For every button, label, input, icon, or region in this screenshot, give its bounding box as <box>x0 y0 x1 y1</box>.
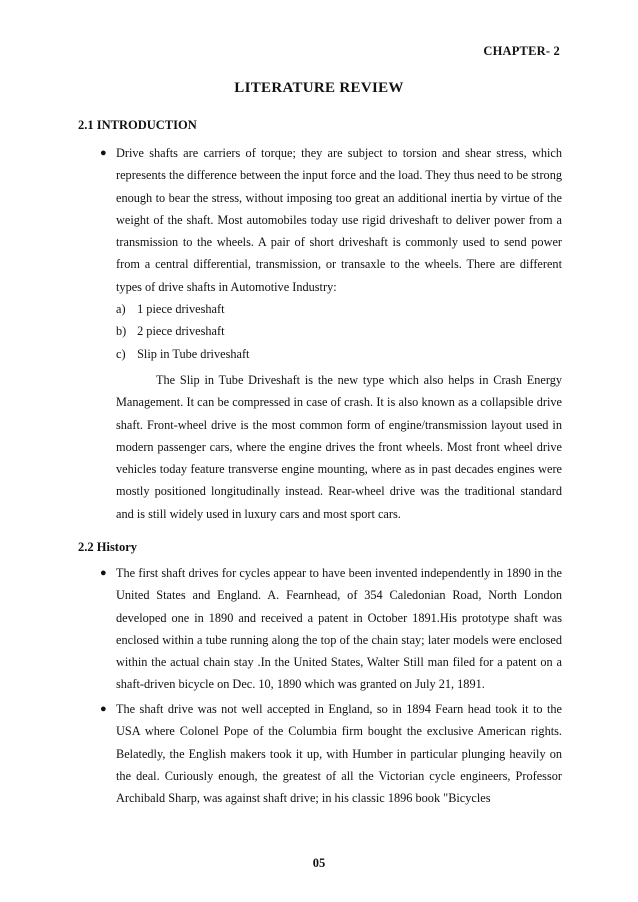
driveshaft-type-list <box>116 298 556 365</box>
section-heading-introduction: 2.1 INTRODUCTION <box>78 118 197 132</box>
history-bullet-2 <box>78 698 562 809</box>
bullet-icon: ● <box>100 567 107 579</box>
history-bullet-1-text: The first shaft drives for cycles appear to have been invented independently in 1890 in the United States and England. A. Fearnhead, of 354 Caledonian Road, North London developed one in 1890 and received a patent in October 1891.His prototype shaft was enclosed within a tube running along the top of the chain stay; later models were enclosed within the actual chain stay .In the United States, Walter Still man filed for a patent on a shaft-driven bicycle on Dec. 10, 1890 which was granted on July 21, 1891. <box>116 566 562 692</box>
list-item: c) Slip in Tube driveshaft <box>116 346 250 361</box>
slip-in-tube-paragraph: The Slip in Tube Driveshaft is the new type which also helps in Crash Energy Management. It can be compressed in case of crash. It is also known as a collapsible drive shaft. Front-wheel drive is the most common form of engine/transmission layout used in modern passenger cars, where the engine drives the front wheels. Most front wheel drive vehicles today feature transverse engine mounting, where as in past decades engines were mostly positioned longitudinally instead. Rear-wheel drive was the traditional standard and is still widely used in luxury cars and most sport cars. <box>116 373 562 521</box>
intro-bullet-text: Drive shafts are carriers of torque; they are subject to torsion and shear stress, which represents the difference between the input force and the load. They thus need to be strong enough to bear the stress, without imposing too great an additional inertia by virtue of the weight of the shaft. Most automobiles today use rigid driveshaft to deliver power from a transmission to the wheels. A pair of short driveshaft is commonly used to send power from a central differential, transmission, or transaxle to the wheels. There are different types of drive shafts in Automotive Industry: <box>116 146 562 294</box>
intro-bullet <box>78 142 562 298</box>
chapter-label: CHAPTER- 2 <box>483 44 560 58</box>
page-number: 05 <box>312 856 326 870</box>
history-bullet-2-text: The shaft drive was not well accepted in England, so in 1894 Fearn head took it to the USA where Colonel Pope of the Columbia firm bought the exclusive American rights. Belatedly, the English makers took it up, with Humber in particular plunging heavily on the deal. Curiously enough, the greatest of all the Victorian cycle engineers, Professor Archibald Sharp, was against shaft drive; in his classic 1896 book "Bicycles <box>116 702 562 806</box>
bullet-icon: ● <box>100 147 107 159</box>
page-title: LITERATURE REVIEW <box>234 80 404 96</box>
bullet-icon: ● <box>100 703 107 715</box>
section-heading-history: 2.2 History <box>78 540 138 554</box>
list-item: a) 1 piece driveshaft <box>116 302 225 316</box>
list-item: b) 2 piece driveshaft <box>116 324 225 339</box>
history-bullet-1 <box>78 562 562 696</box>
